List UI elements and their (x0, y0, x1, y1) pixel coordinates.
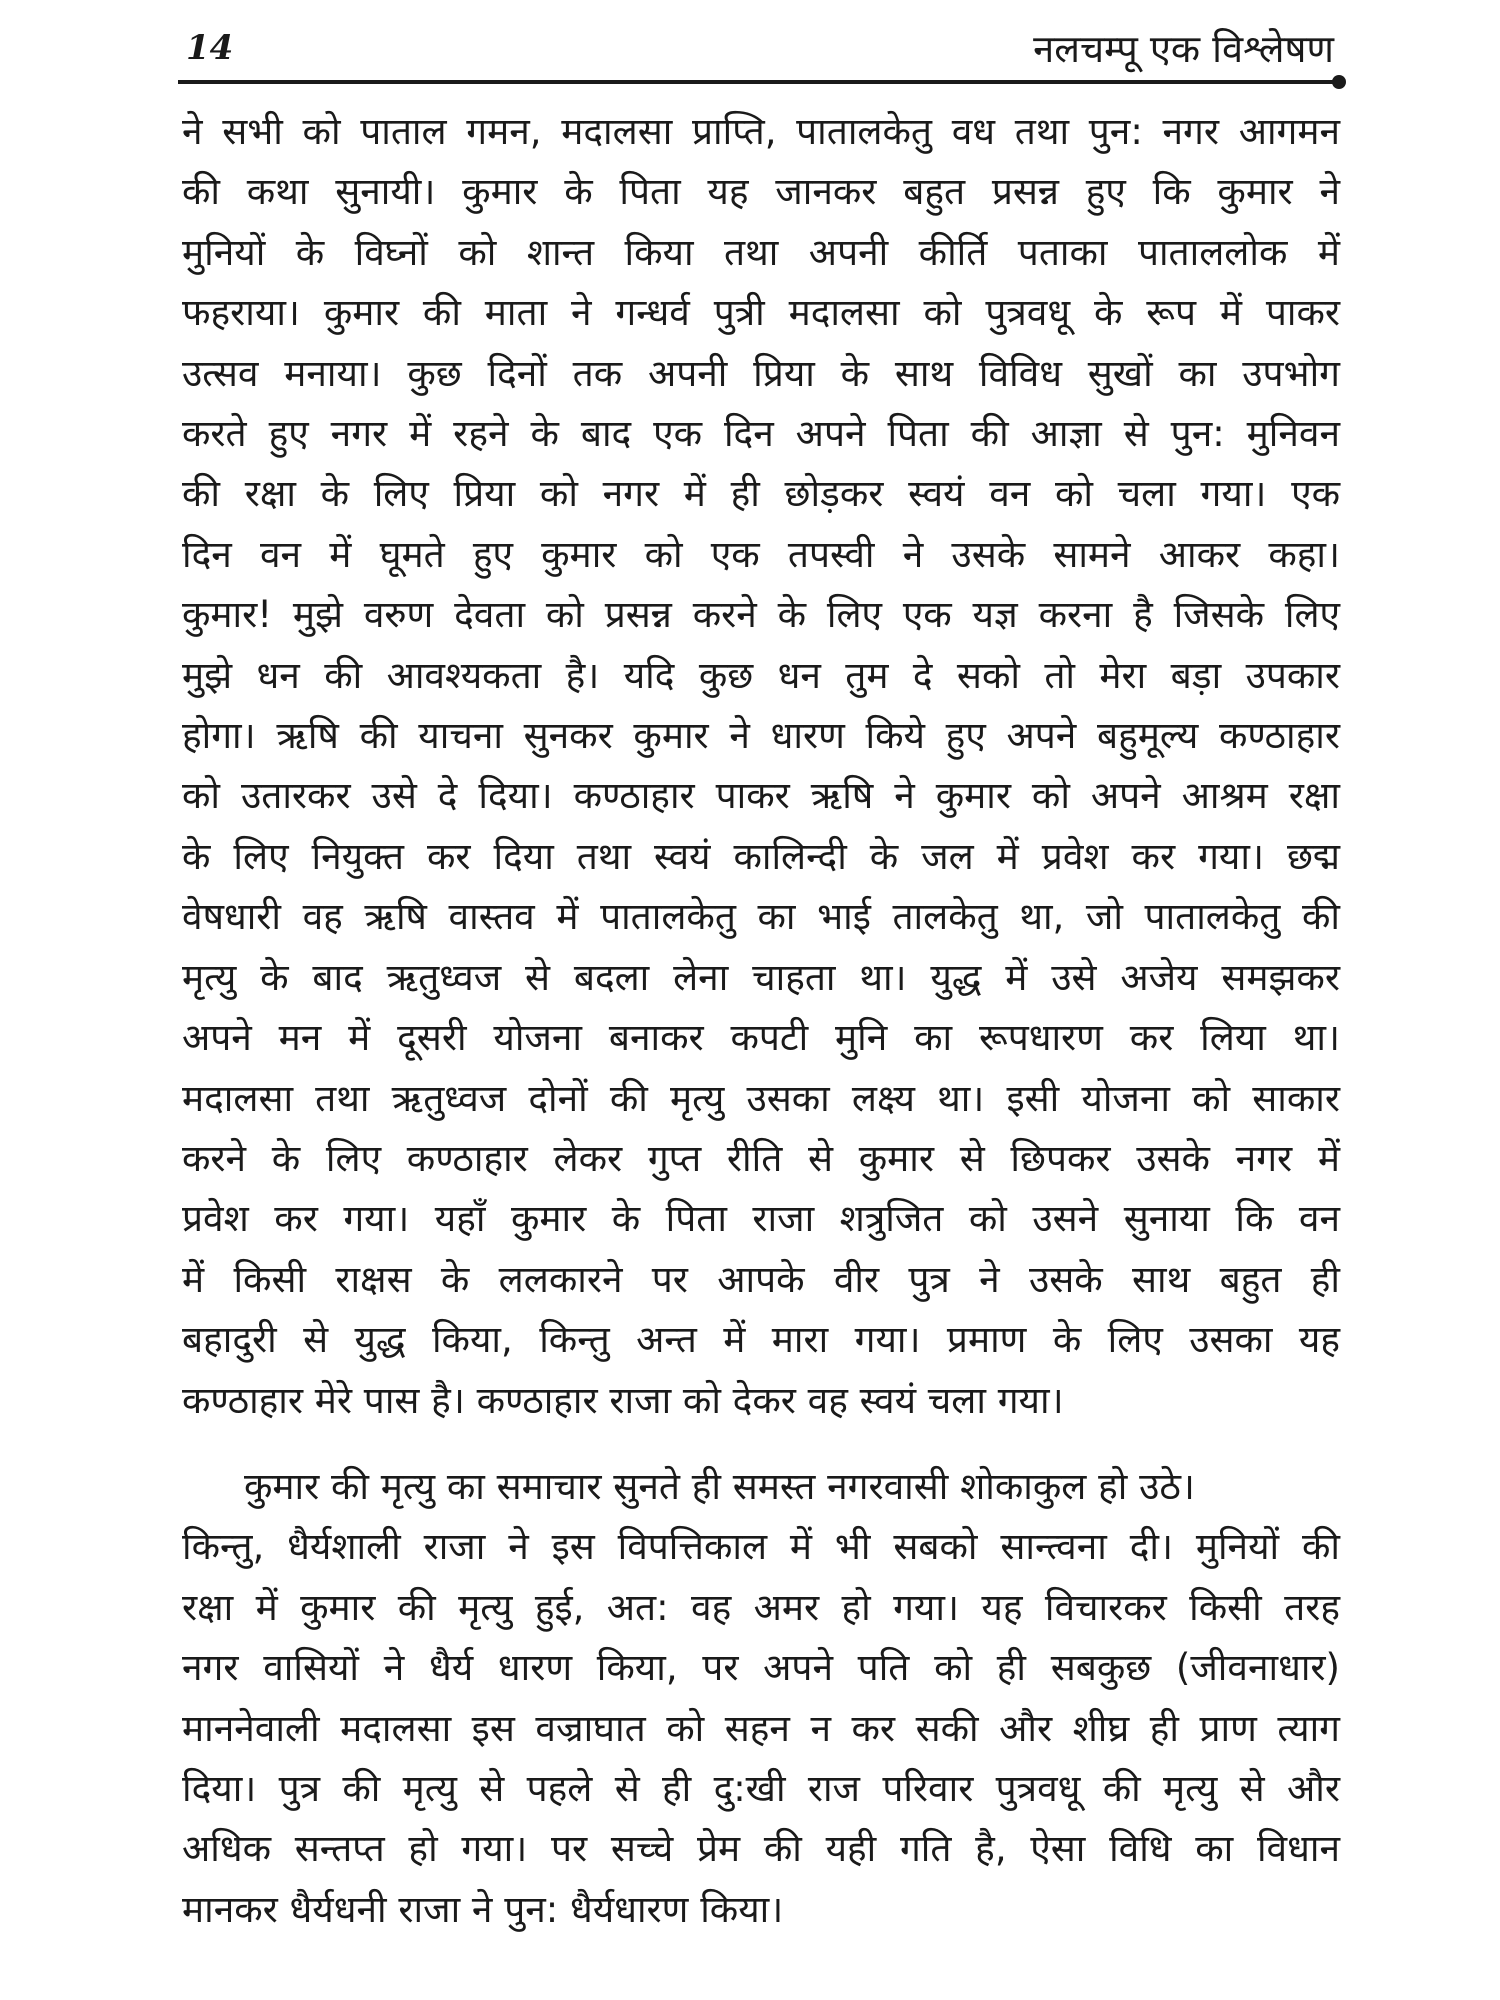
text-line: रक्षा में कुमार की मृत्यु हुई, अत: वह अमर हो गया। यह विचारकर किसी तरह (182, 1585, 1340, 1629)
text-line: ने सभी को पाताल गमन, मदालसा प्राप्ति, पातालकेतु वध तथा पुन: नगर आगमन (182, 110, 1340, 153)
text-line: प्रवेश कर गया। यहाँ कुमार के पिता राजा शत्रुजित को उसने सुनाया कि वन (182, 1197, 1340, 1241)
text-line: के लिए नियुक्त कर दिया तथा स्वयं कालिन्दी के जल में प्रवेश कर गया। छद्म (182, 834, 1340, 878)
text-line: नगर वासियों ने धैर्य धारण किया, पर अपने पति को ही सबकुछ (जीवनाधार) (182, 1646, 1340, 1690)
text-line: को उतारकर उसे दे दिया। कण्ठाहार पाकर ऋषि ने कुमार को अपने आश्रम रक्षा (182, 774, 1340, 818)
body-text (182, 102, 1340, 1940)
header-rule (178, 80, 1338, 84)
header-rule-dot (1332, 75, 1346, 89)
text-line: करते हुए नगर में रहने के बाद एक दिन अपने पिता की आज्ञा से पुन: मुनिवन (182, 412, 1340, 456)
paragraph-gap (182, 1431, 1340, 1457)
text-line: अधिक सन्तप्त हो गया। पर सच्चे प्रेम की यही गति है, ऐसा विधि का विधान (182, 1827, 1340, 1871)
text-line: मुनियों के विघ्नों को शान्त किया तथा अपनी कीर्ति पताका पाताललोक में (182, 230, 1340, 274)
text-line: कुमार की मृत्यु का समाचार सुनते ही समस्त नगरवासी शोकाकुल हो उठे। (244, 1464, 1195, 1508)
text-line: बहादुरी से युद्ध किया, किन्तु अन्त में मारा गया। प्रमाण के लिए उसका यह (182, 1318, 1340, 1362)
paragraph-1 (182, 102, 1340, 1431)
text-line: वेषधारी वह ऋषि वास्तव में पातालकेतु का भाई तालकेतु था, जो पातालकेतु की (182, 895, 1340, 939)
text-line: करने के लिए कण्ठाहार लेकर गुप्त रीति से कुमार से छिपकर उसके नगर में (182, 1136, 1340, 1180)
text-line: फहराया। कुमार की माता ने गन्धर्व पुत्री मदालसा को पुत्रवधू के रूप में पाकर (182, 291, 1340, 335)
text-line: मदालसा तथा ऋतुध्वज दोनों की मृत्यु उसका लक्ष्य था। इसी योजना को साकार (182, 1076, 1340, 1120)
text-line: माननेवाली मदालसा इस वज्राघात को सहन न कर सकी और शीघ्र ही प्राण त्याग (182, 1706, 1340, 1750)
text-line: मानकर धैर्यधनी राजा ने पुन: धैर्यधारण किया। (182, 1887, 784, 1931)
text-line: दिन वन में घूमते हुए कुमार को एक तपस्वी ने उसके सामने आकर कहा। (182, 532, 1340, 576)
running-title: नलचम्पू एक विश्लेषण (1033, 27, 1334, 71)
page-number: 14 (186, 28, 234, 68)
text-line: कण्ठाहार मेरे पास है। कण्ठाहार राजा को देकर वह स्वयं चला गया। (182, 1378, 1064, 1422)
text-line: मृत्यु के बाद ऋतुध्वज से बदला लेना चाहता था। युद्ध में उसे अजेय समझकर (182, 955, 1340, 999)
text-line: होगा। ऋषि की याचना सुनकर कुमार ने धारण किये हुए अपने बहुमूल्य कण्ठाहार (182, 714, 1340, 758)
text-line: मुझे धन की आवश्यकता है। यदि कुछ धन तुम दे सको तो मेरा बड़ा उपकार (182, 653, 1340, 697)
paragraph-2 (182, 1457, 1340, 1940)
text-line: अपने मन में दूसरी योजना बनाकर कपटी मुनि का रूपधारण कर लिया था। (182, 1016, 1340, 1060)
text-line: कुमार! मुझे वरुण देवता को प्रसन्न करने के लिए एक यज्ञ करना है जिसके लिए (182, 593, 1340, 637)
text-line: उत्सव मनाया। कुछ दिनों तक अपनी प्रिया के साथ विविध सुखों का उपभोग (182, 351, 1340, 395)
text-line: दिया। पुत्र की मृत्यु से पहले से ही दु:खी राज परिवार पुत्रवधू की मृत्यु से और (182, 1766, 1340, 1810)
text-line: की कथा सुनायी। कुमार के पिता यह जानकर बहुत प्रसन्न हुए कि कुमार ने (182, 170, 1340, 214)
text-line: की रक्षा के लिए प्रिया को नगर में ही छोड़कर स्वयं वन को चला गया। एक (182, 472, 1340, 516)
text-line: किन्तु, धैर्यशाली राजा ने इस विपत्तिकाल में भी सबको सान्त्वना दी। मुनियों की (182, 1525, 1340, 1569)
page-header (178, 22, 1350, 84)
text-line: में किसी राक्षस के ललकारने पर आपके वीर पुत्र ने उसके साथ बहुत ही (182, 1257, 1340, 1301)
